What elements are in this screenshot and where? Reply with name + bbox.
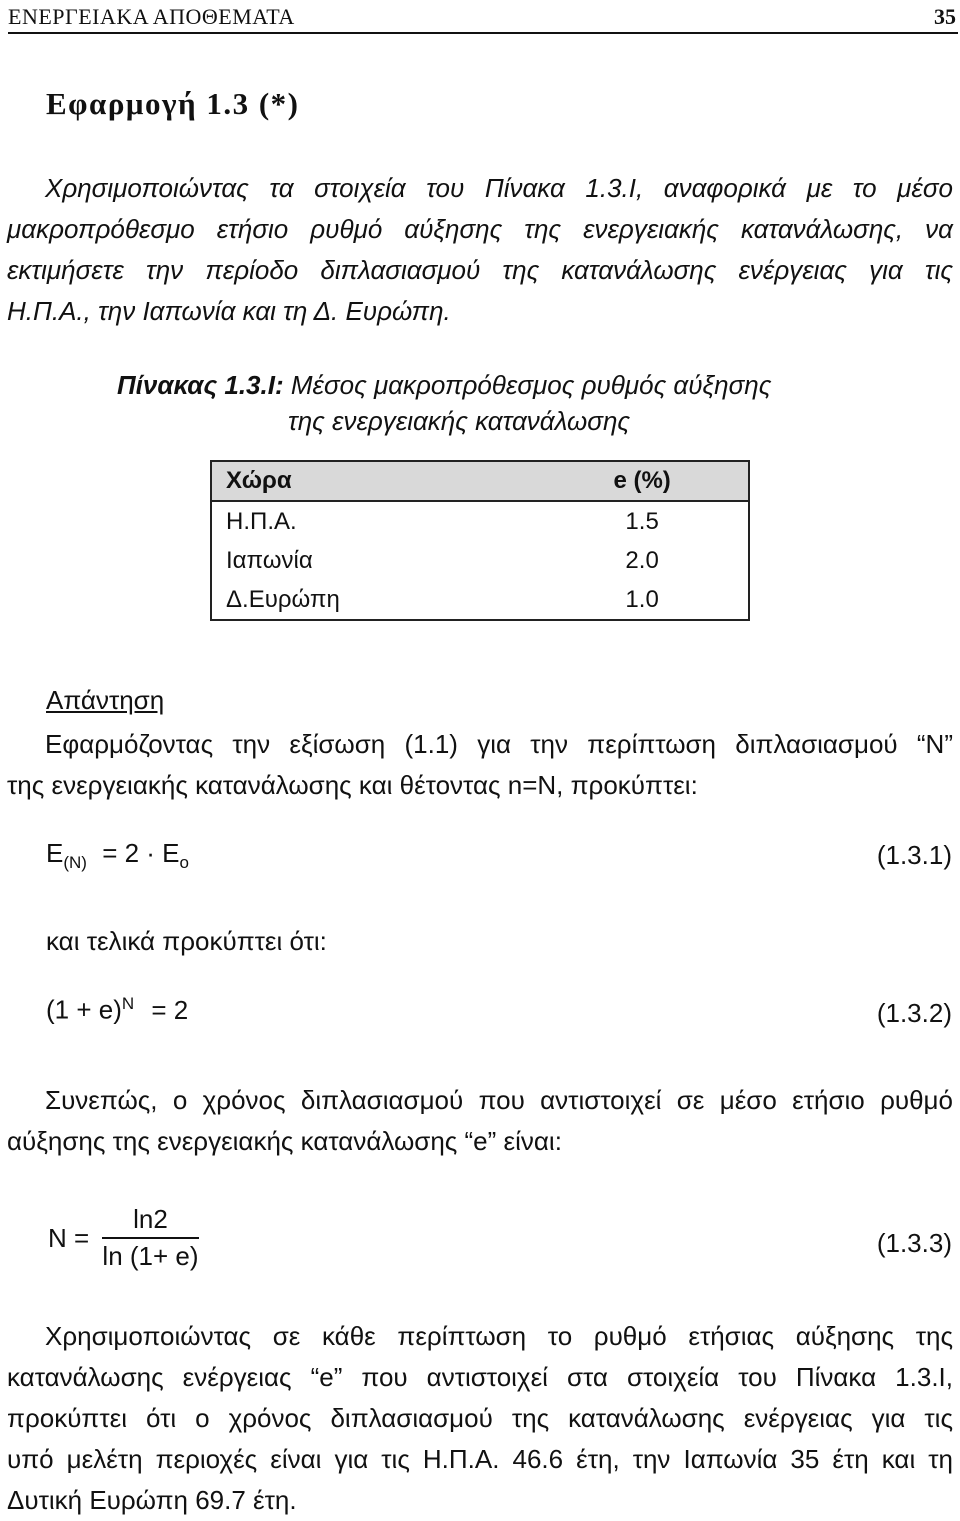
equation-number-2: (1.3.2): [876, 998, 952, 1028]
final-line: Δυτική Ευρώπη 69.7 έτη.: [7, 1485, 297, 1515]
final-line: Χρησιμοποιώντας σε κάθε περίπτωση το ρυθμό ετήσιας αύξησης της: [45, 1321, 953, 1351]
problem-line: Χρησιμοποιώντας τα στοιχεία του Πίνακα 1.3.Ι, αναφορικά με το μέσο: [45, 173, 953, 203]
equation-1-3-3: [48, 1204, 199, 1272]
problem-statement: [7, 168, 953, 332]
growth-rate-table: [210, 460, 750, 621]
equation-number-1: (1.3.1): [876, 840, 952, 870]
column-header-rate: e (%): [490, 461, 749, 501]
table-caption-line2: της ενεργειακής κατανάλωσης: [288, 406, 631, 436]
answer-intro-line: της ενεργειακής κατανάλωσης και θέτοντας n=N, προκύπτει:: [7, 770, 698, 800]
table-cell-country: Δ.Ευρώπη: [226, 585, 340, 613]
table-cell-country: Η.Π.Α.: [226, 507, 297, 535]
table-cell-rate: 1.0: [625, 585, 659, 613]
table-cell-rate: 2.0: [625, 546, 659, 574]
eq1-lhs: E: [46, 838, 64, 868]
eq3-fraction: [102, 1204, 198, 1272]
table-row: [211, 501, 749, 541]
eq2-rhs: = 2: [151, 994, 189, 1025]
table-cell-country: Ιαπωνία: [226, 546, 313, 574]
eq1-rhs: = 2 · E: [102, 838, 180, 868]
table-row: [211, 541, 749, 580]
eq3-numerator: ln2: [102, 1204, 198, 1239]
eq2-base: (1 + e): [46, 994, 122, 1025]
consequence-line: Συνεπώς, ο χρόνος διπλασιασμού που αντιστοιχεί σε μέσο ετήσιο ρυθμό: [45, 1085, 953, 1115]
final-line: κατανάλωσης ενέργειας “e” που αντιστοιχεί στα στοιχεία του Πίνακα 1.3.Ι,: [7, 1362, 953, 1392]
table-cell-rate: 1.5: [625, 507, 659, 535]
mid-text: και τελικά προκύπτει ότι:: [46, 926, 327, 956]
final-paragraph: [7, 1316, 953, 1521]
equation-1-3-2: [46, 994, 188, 1026]
problem-line: εκτιμήσετε την περίοδο διπλασιασμού της κατανάλωσης ενέργειας για τις: [7, 255, 953, 285]
final-line: υπό μελέτη περιοχές είναι για τις Η.Π.Α. 46.6 έτη, την Ιαπωνία 35 έτη και τη: [7, 1444, 953, 1474]
answer-intro-line: Εφαρμόζοντας την εξίσωση (1.1) για την περίπτωση διπλασιασμού “Ν”: [45, 729, 953, 759]
page-header: [8, 2, 958, 34]
eq3-denominator: ln (1+ e): [102, 1241, 199, 1271]
table-caption-label: Πίνακας 1.3.Ι:: [117, 370, 284, 400]
equation-number-3: (1.3.3): [876, 1228, 952, 1258]
eq3-lhs: N =: [48, 1222, 90, 1253]
answer-intro: [7, 724, 953, 806]
consequence-line: αύξησης της ενεργειακής κατανάλωσης “e” είναι:: [7, 1126, 562, 1156]
consequence-text: [7, 1080, 953, 1162]
column-header-country: Χώρα: [211, 461, 490, 501]
application-title: Εφαρμογή 1.3 (*): [46, 86, 300, 121]
table-caption: [117, 365, 771, 406]
table-row: [211, 580, 749, 620]
answer-heading: Απάντηση: [46, 685, 165, 715]
table-caption-line1: Μέσος μακροπρόθεσμος ρυθμός αύξησης: [290, 370, 772, 400]
eq1-rhs-sub: o: [179, 853, 189, 873]
problem-line: μακροπρόθεσμο ετήσιο ρυθμό αύξησης της ενεργειακής κατανάλωσης, να: [7, 214, 953, 244]
equation-1-3-1: [46, 838, 189, 873]
table-header-row: [211, 461, 749, 501]
final-line: προκύπτει ότι ο χρόνος διπλασιασμού της κατανάλωσης ενέργειας για τις: [7, 1403, 953, 1433]
problem-line: Η.Π.Α., την Ιαπωνία και τη Δ. Ευρώπη.: [7, 296, 451, 326]
eq2-exp: N: [121, 994, 135, 1013]
eq1-lhs-sub: (N): [63, 853, 87, 873]
page-number: 35: [934, 4, 956, 29]
header-title: ΕΝΕΡΓΕΙΑΚΑ ΑΠΟΘΕΜΑΤΑ: [8, 4, 295, 29]
